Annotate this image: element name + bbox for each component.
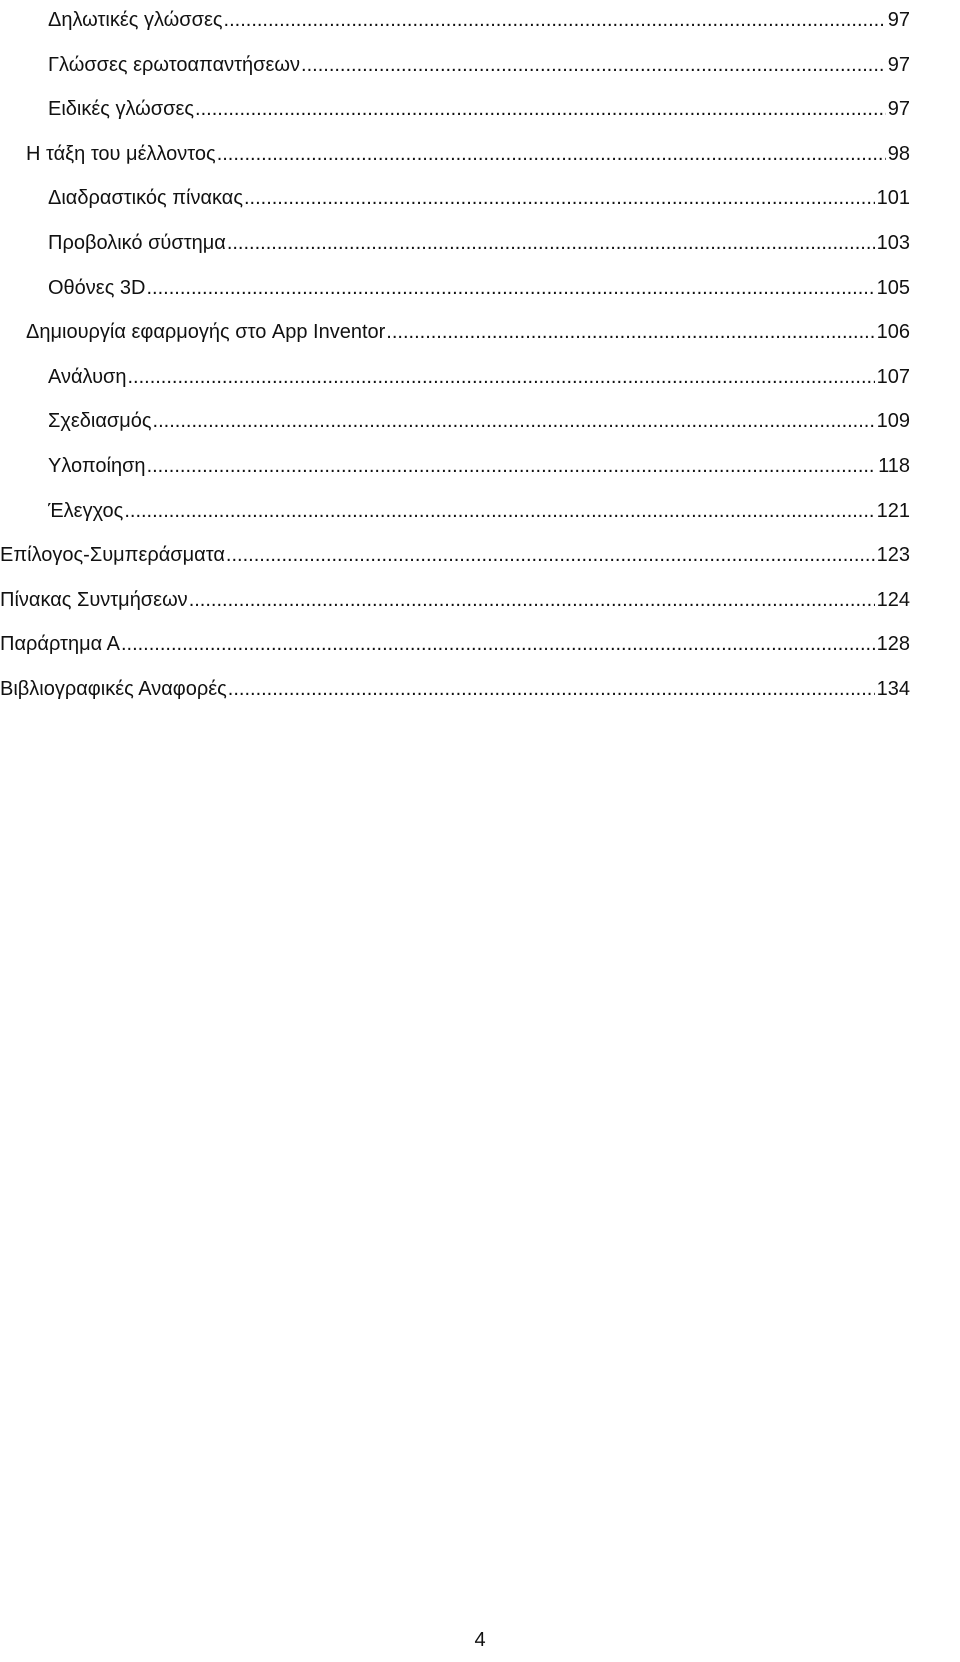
toc-entry-page: 109 — [876, 410, 910, 433]
toc-entry[interactable] — [0, 537, 910, 567]
toc-entry-page: 101 — [876, 187, 910, 210]
toc-dot-leader — [386, 320, 874, 344]
toc-entry[interactable] — [48, 47, 910, 77]
toc-entry-page: 98 — [887, 142, 910, 165]
toc-dot-leader — [189, 588, 875, 612]
toc-dot-leader — [124, 499, 874, 523]
toc-dot-leader — [127, 365, 874, 389]
toc-dot-leader — [301, 53, 886, 77]
toc-dot-leader — [244, 186, 875, 210]
toc-entry-page: 105 — [876, 276, 910, 299]
toc-dot-leader — [121, 632, 875, 656]
page-number: 4 — [474, 1629, 486, 1651]
toc-entry[interactable] — [48, 180, 910, 210]
toc-entry[interactable] — [48, 91, 910, 121]
toc-dot-leader — [153, 409, 875, 433]
toc-entry-title: Δηλωτικές γλώσσες — [48, 9, 223, 31]
toc-entry-title: Η τάξη του μέλλοντος — [26, 142, 216, 165]
toc-entry-page: 123 — [876, 544, 910, 567]
toc-entry-title: Υλοποίηση — [48, 455, 146, 477]
toc-entry[interactable] — [48, 448, 910, 478]
toc-entry-title: Πίνακας Συντμήσεων — [0, 588, 188, 611]
toc-entry[interactable] — [26, 136, 910, 166]
toc-entry-page: 118 — [878, 455, 910, 477]
toc-entry-page: 97 — [887, 9, 910, 31]
toc-entry[interactable] — [48, 270, 910, 300]
toc-entry-title: Οθόνες 3D — [48, 276, 146, 299]
toc-entry-page: 103 — [876, 232, 910, 254]
toc-entry-page: 124 — [876, 588, 910, 611]
toc-entry-page: 121 — [876, 499, 910, 522]
toc-dot-leader — [146, 276, 874, 300]
toc-entry-title: Διαδραστικός πίνακας — [48, 187, 243, 210]
toc-entry-page: 134 — [876, 678, 910, 700]
toc-entry[interactable] — [0, 582, 910, 612]
toc-entry[interactable] — [48, 493, 910, 523]
toc-entry-page: 106 — [876, 321, 910, 344]
toc-entry-page: 128 — [876, 633, 910, 656]
toc-entry-page: 97 — [887, 98, 910, 121]
toc-entry[interactable] — [48, 359, 910, 389]
toc-entry-title: Έλεγχος — [48, 499, 124, 522]
toc-entry[interactable] — [26, 314, 910, 344]
toc-entry-page: 97 — [887, 53, 910, 76]
toc-dot-leader — [147, 454, 877, 478]
toc-dot-leader — [195, 97, 886, 121]
toc-entry-title: Ειδικές γλώσσες — [48, 98, 195, 121]
toc-entry[interactable] — [0, 626, 910, 656]
toc-entry-title: Γλώσσες ερωτοαπαντήσεων — [48, 53, 301, 76]
toc-entry-title: Δημιουργία εφαρμογής στο App Inventor — [26, 321, 386, 344]
toc-entry-title: Προβολικό σύστημα — [48, 232, 226, 254]
toc-dot-leader — [227, 231, 875, 255]
toc-entry[interactable] — [0, 671, 910, 701]
toc-entry-title: Παράρτημα Α — [0, 633, 120, 656]
toc-entry[interactable] — [48, 2, 910, 32]
toc-entry[interactable] — [48, 403, 910, 433]
toc-entry-title: Βιβλιογραφικές Αναφορές — [0, 678, 227, 700]
toc-entry-title: Ανάλυση — [48, 365, 127, 388]
toc-entry-title: Σχεδιασμός — [48, 410, 152, 433]
toc-dot-leader — [217, 142, 886, 166]
toc-dot-leader — [226, 543, 875, 567]
toc-entry-title: Επίλογος-Συμπεράσματα — [0, 544, 225, 567]
toc-dot-leader — [228, 677, 875, 701]
toc-entry-page: 107 — [876, 365, 910, 388]
toc-entry[interactable] — [48, 225, 910, 255]
toc-dot-leader — [224, 8, 886, 32]
